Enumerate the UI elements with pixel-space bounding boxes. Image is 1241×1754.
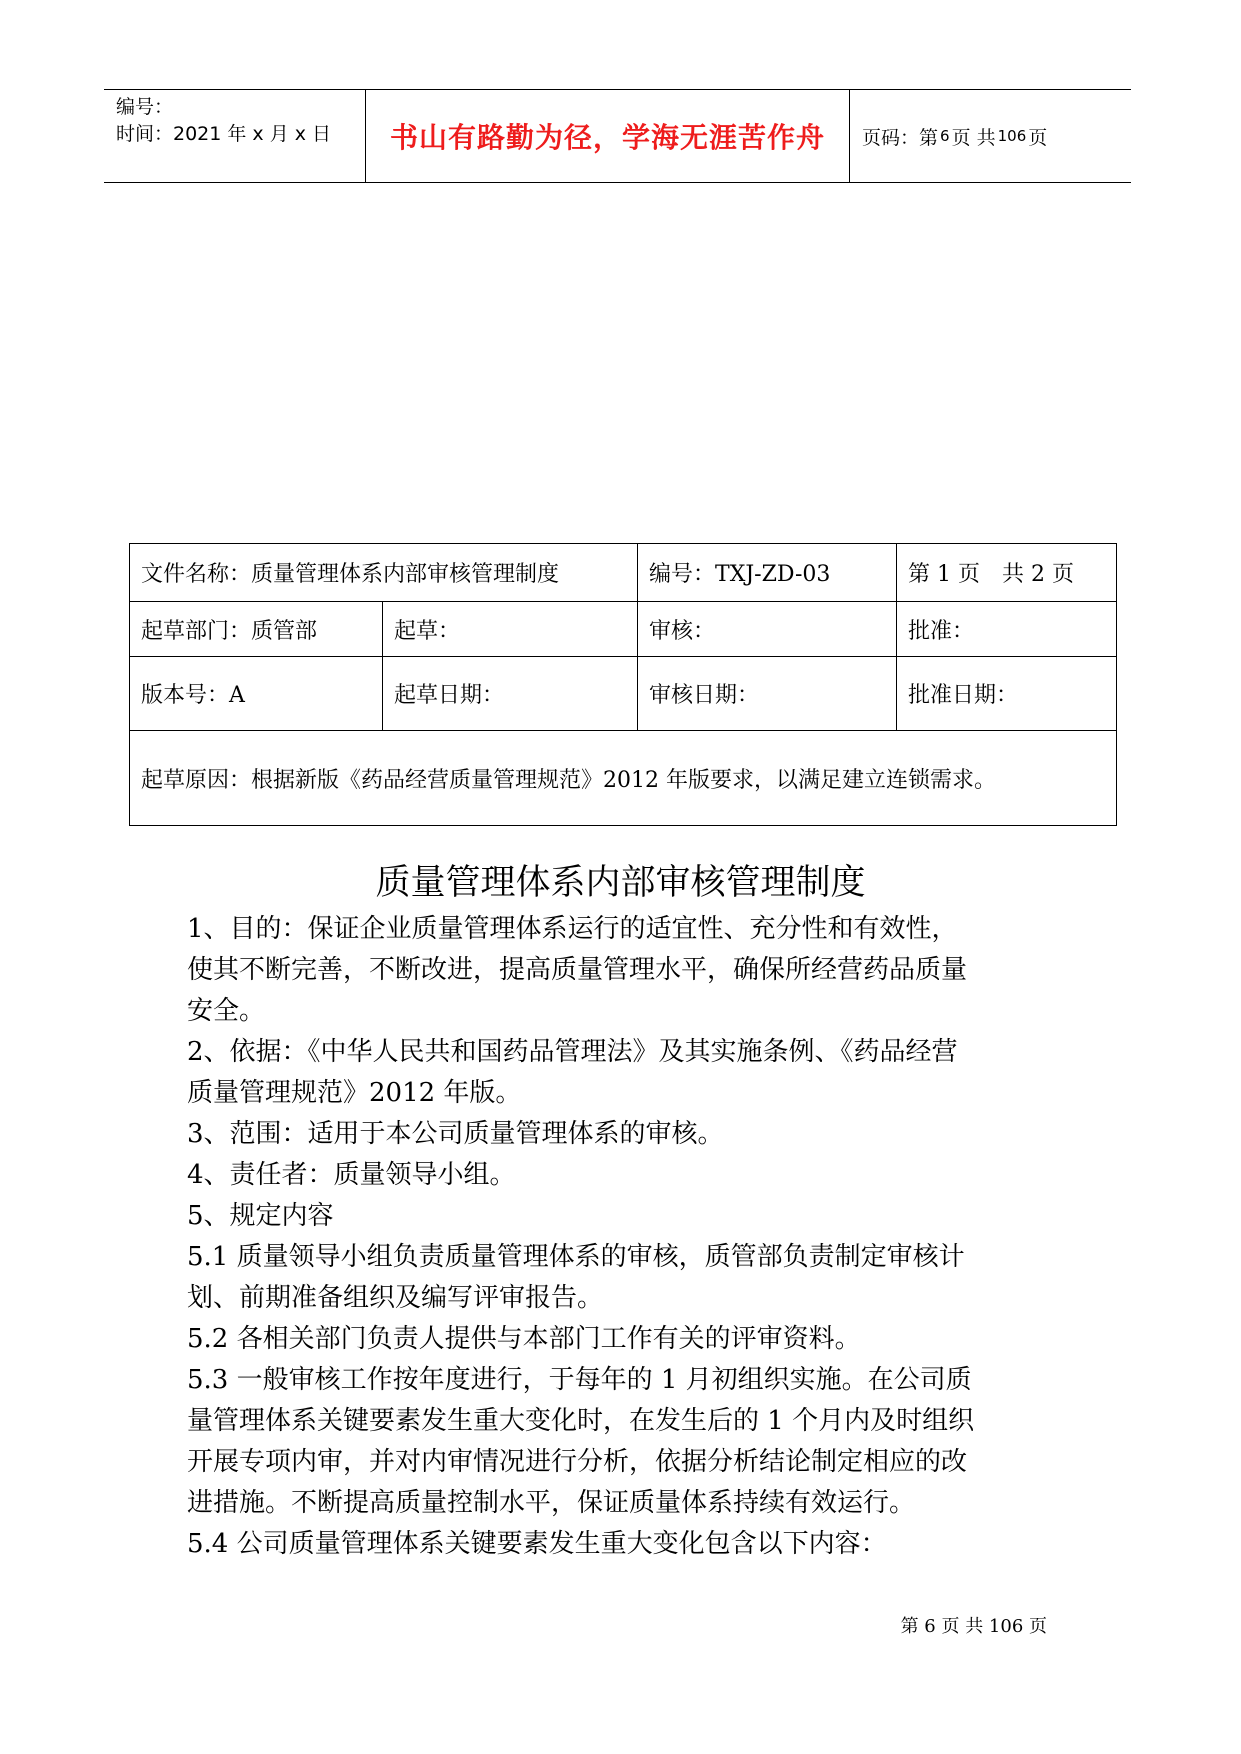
body-line: 量管理体系关键要素发生重大变化时，在发生后的 1 个月内及时组织 [187,1406,975,1436]
page-footer: 第 6 页 共 106 页 [900,1616,1047,1637]
table-row [130,731,1117,826]
header-page-prefix: 页码：第 [862,126,939,149]
document-body [187,909,1057,1565]
body-line: 质量管理规范》2012 年版。 [187,1078,522,1108]
body-line: 1、目的：保证企业质量管理体系运行的适宜性、充分性和有效性， [187,914,958,944]
body-line: 开展专项内审，并对内审情况进行分析，依据分析结论制定相应的改 [187,1447,968,1477]
approve-date-cell: 批准日期： [897,657,1117,731]
body-line: 5.4 公司质量管理体系关键要素发生重大变化包含以下内容： [187,1529,887,1559]
table-row [130,544,1117,602]
header-motto: 书山有路勤为径，学海无涯苦作舟 [389,121,825,154]
header-page-total: 106 [997,127,1027,145]
body-line: 5、规定内容 [187,1201,334,1231]
file-name-cell: 文件名称：质量管理体系内部审核管理制度 [130,544,638,602]
header-meta [116,94,331,148]
reviewer-cell: 审核： [638,602,897,657]
body-line: 2、依据：《中华人民共和国药品管理法》及其实施条例、《药品经营 [187,1037,958,1067]
document-info-table [129,543,1117,826]
body-line: 5.3 一般审核工作按年度进行，于每年的 1 月初组织实施。在公司质 [187,1365,972,1395]
body-line: 4、责任者：质量领导小组。 [187,1160,516,1190]
header-page-indicator [862,90,1047,182]
approver-cell: 批准： [897,602,1117,657]
body-line: 进措施。不断提高质量控制水平，保证质量体系持续有效运行。 [187,1488,916,1518]
doc-code-cell: 编号：TXJ-ZD-03 [638,544,897,602]
header-page-suffix: 页 [1028,126,1048,149]
body-line: 使其不断完善，不断改进，提高质量管理水平，确保所经营药品质量 [187,955,968,985]
table-row [130,602,1117,657]
header-divider [849,90,850,182]
body-line: 3、范围：适用于本公司质量管理体系的审核。 [187,1119,724,1149]
header-page-mid: 页 共 [951,126,996,149]
body-line: 安全。 [187,996,266,1026]
page-header [104,89,1131,183]
body-line: 划、前期准备组织及编写评审报告。 [187,1283,604,1313]
draft-date-cell: 起草日期： [383,657,638,731]
draft-reason-cell: 起草原因：根据新版《药品经营质量管理规范》2012 年版要求，以满足建立连锁需求。 [130,731,1117,826]
body-line: 5.1 质量领导小组负责质量管理体系的审核，质管部负责制定审核计 [187,1242,965,1272]
drafting-dept-cell: 起草部门：质管部 [130,602,383,657]
body-line: 5.2 各相关部门负责人提供与本部门工作有关的评审资料。 [187,1324,861,1354]
doc-page-cell: 第 1 页 共 2 页 [897,544,1117,602]
header-time-label: 时间：2021 年 x 月 x 日 [116,123,332,145]
review-date-cell: 审核日期： [638,657,897,731]
drafter-cell: 起草： [383,602,638,657]
version-cell: 版本号：A [130,657,383,731]
table-row [130,657,1117,731]
header-page-number: 6 [940,127,950,145]
header-number-label: 编号： [116,96,174,118]
document-title: 质量管理体系内部审核管理制度 [375,863,866,903]
